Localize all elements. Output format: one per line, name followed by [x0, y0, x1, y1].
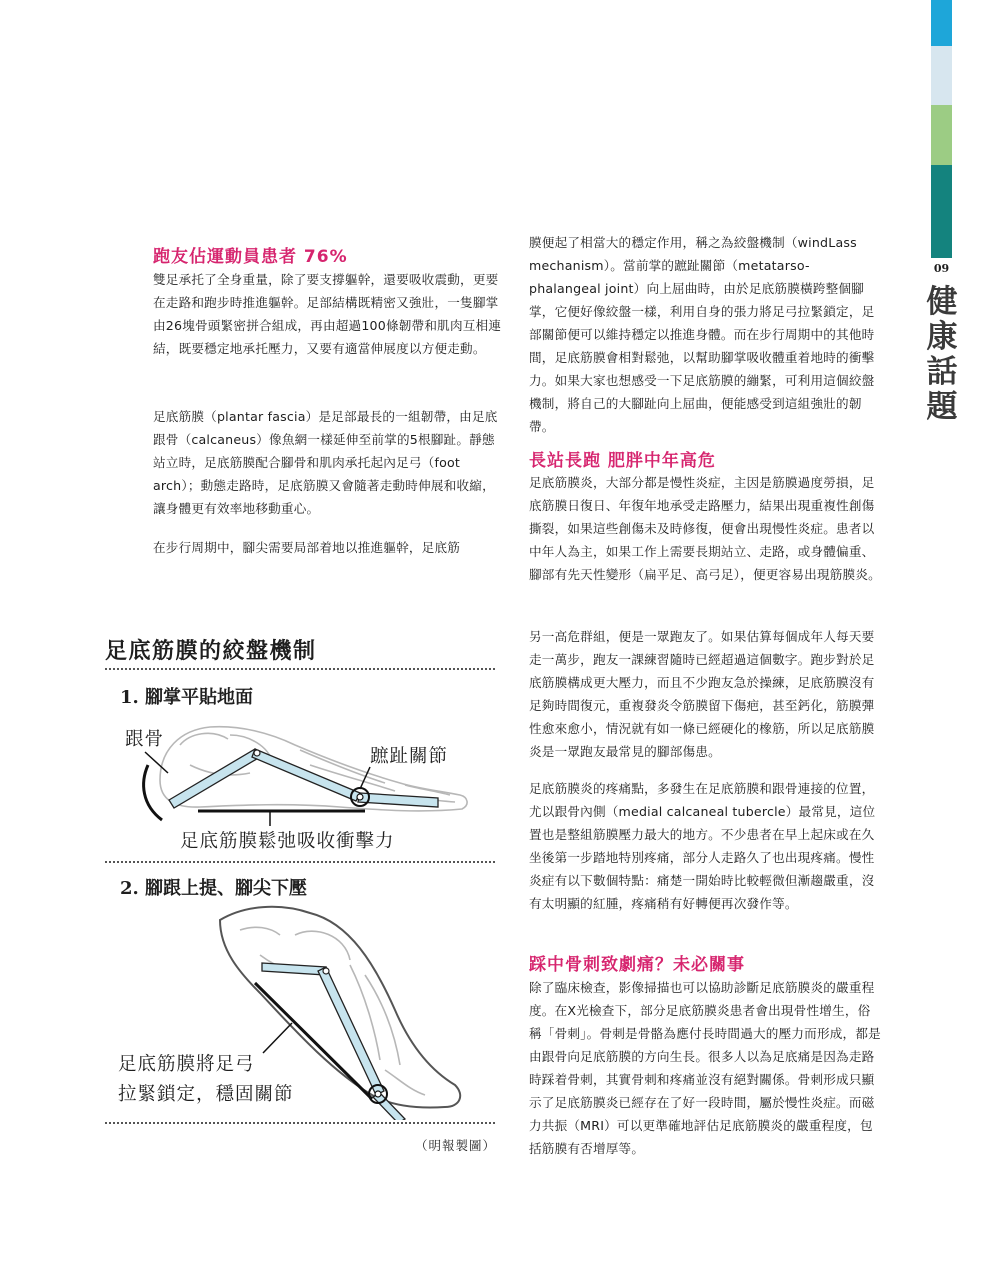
foot-flat-diagram: [120, 705, 480, 835]
step-2-label: 2. 腳跟上提、腳尖下壓: [120, 878, 308, 899]
callout-fascia-locked-1: 足底筋膜將足弓: [118, 1054, 255, 1075]
section-char: 話: [926, 354, 958, 390]
section-char: 健: [926, 284, 958, 320]
heading-high-risk: 長站長跑 肥胖中年高危: [529, 451, 716, 471]
callout-heel: 跟骨: [125, 729, 165, 750]
paragraph: 在步行周期中，腳尖需要局部着地以推進軀幹，足底筋: [153, 540, 461, 555]
section-char: 康: [926, 319, 958, 355]
paragraph: 膜便起了相當大的穩定作用，稱之為絞盤機制（windLass mechanism）。當前掌的蹠趾關節（metatarso-phalangeal joint）向上屈曲時，由於足底筋膜橫跨整個腳掌，它便好像絞盤一樣，利用自身的張力將足弓拉緊鎖定，足部關節便可以維持穩定以推進身體。而在步行周期中的其他時間，足底筋膜會相對鬆弛，以幫助腳掌吸收體重着地時的衝擊力。如果大家也想感受一下足底筋膜的繃緊，可利用這個絞盤機制，將自己的大腳趾向上屈曲，便能感受到這組強壯的韌帶。: [529, 235, 875, 434]
color-tab-light: [931, 46, 952, 105]
right-section2-paragraph-3: [529, 777, 881, 915]
color-tab-green: [931, 105, 952, 165]
dotted-divider: [105, 861, 495, 863]
figure-credit: （明報製圖）: [415, 1138, 497, 1153]
color-tab-blue: [931, 0, 952, 46]
right-section2-paragraph-2: [529, 625, 881, 763]
heading-runners: 跑友佔運動員患者 76%: [153, 247, 348, 267]
callout-fascia-relaxed: 足底筋膜鬆弛吸收衝擊力: [180, 831, 395, 852]
section-char: 題: [926, 389, 958, 425]
figure-title: 足底筋膜的絞盤機制: [105, 639, 317, 664]
right-section2-paragraph-1: [529, 471, 881, 586]
step-1-label: 1. 腳掌平貼地面: [120, 687, 254, 708]
callout-mtp-joint: 蹠趾關節: [370, 746, 449, 767]
callout-fascia-locked-2: 拉緊鎖定，穩固關節: [118, 1084, 294, 1105]
section-label: [925, 285, 959, 425]
left-paragraph-1: [153, 268, 503, 360]
right-section3-paragraph: [529, 976, 881, 1160]
dotted-divider: [105, 668, 495, 670]
color-tab-teal: [931, 165, 952, 258]
left-paragraph-2: [153, 405, 503, 520]
paragraph: 雙足承托了全身重量，除了要支撐軀幹，還要吸收震動，更要在走路和跑步時推進軀幹。足部結構既精密又強壯，一隻腳掌由26塊骨頭緊密拼合組成，再由超過100條韌帶和肌肉互相連結，既要穩定地承托壓力，又要有適當伸展度以方便走動。: [153, 272, 502, 356]
right-intro-paragraph: [529, 231, 881, 438]
paragraph: 足底筋膜炎的疼痛點，多發生在足底筋膜和跟骨連接的位置，尤以跟骨內側（medial calcaneal tubercle）最常見，這位置也是整組筋膜壓力最大的地方。不少患者在早上起床或在久坐後第一步踏地特別疼痛，部分人走路久了也出現疼痛。慢性炎症有以下數個特點：痛楚一開始時比較輕微但漸趨嚴重，沒有太明顯的紅腫，疼痛稍有好轉便再次發作等。: [529, 781, 876, 911]
left-paragraph-3: [153, 536, 503, 559]
heading-bone-spur: 踩中骨刺致劇痛？未必關事: [529, 955, 745, 975]
paragraph: 另一高危群組，便是一眾跑友了。如果估算每個成年人每天要走一萬步，跑友一課練習隨時已經超過這個數字。跑步對於足底筋膜構成更大壓力，而且不少跑友急於操練，足底筋膜沒有足夠時間復元，重複發炎令筋膜留下傷疤，甚至鈣化，筋膜彈性愈來愈小，情況就有如一條已經硬化的橡筋，所以足底筋膜炎是一眾跑友最常見的腳部傷患。: [529, 629, 875, 759]
paragraph: 足底筋膜（plantar fascia）是足部最長的一組韌帶，由足底跟骨（calcaneus）像魚網一樣延伸至前掌的5根腳趾。靜態站立時，足底筋膜配合腳骨和肌肉承托起內足弓（foot arch）；動態走路時，足底筋膜又會隨著走動時伸展和收縮，讓身體更有效率地移動重心。: [153, 409, 498, 516]
issue-number: 09: [933, 262, 950, 275]
paragraph: 足底筋膜炎，大部分都是慢性炎症，主因是筋膜過度勞損，足底筋膜日復日、年復年地承受走路壓力，結果出現重複性創傷撕裂，如果這些創傷未及時修復，便會出現慢性炎症。患者以中年人為主，如果工作上需要長期站立、走路，或身體偏重、腳部有先天性變形（扁平足、高弓足），便更容易出現筋膜炎。: [529, 475, 881, 582]
dotted-divider: [105, 1122, 495, 1124]
paragraph: 除了臨床檢查，影像掃描也可以協助診斷足底筋膜炎的嚴重程度。在X光檢查下，部分足底筋膜炎患者會出現骨性增生，俗稱「骨刺」。骨刺是骨骼為應付長時間過大的壓力而形成，都是由跟骨向足底筋膜的方向生長。很多人以為足底痛是因為走路時踩着骨刺，其實骨刺和疼痛並沒有絕對關係。骨刺形成只顯示了足底筋膜炎已經存在了好一段時間，屬於慢性炎症。而磁力共振（MRI）可以更準確地評估足底筋膜炎的嚴重程度，包括筋膜有否增厚等。: [529, 980, 881, 1156]
